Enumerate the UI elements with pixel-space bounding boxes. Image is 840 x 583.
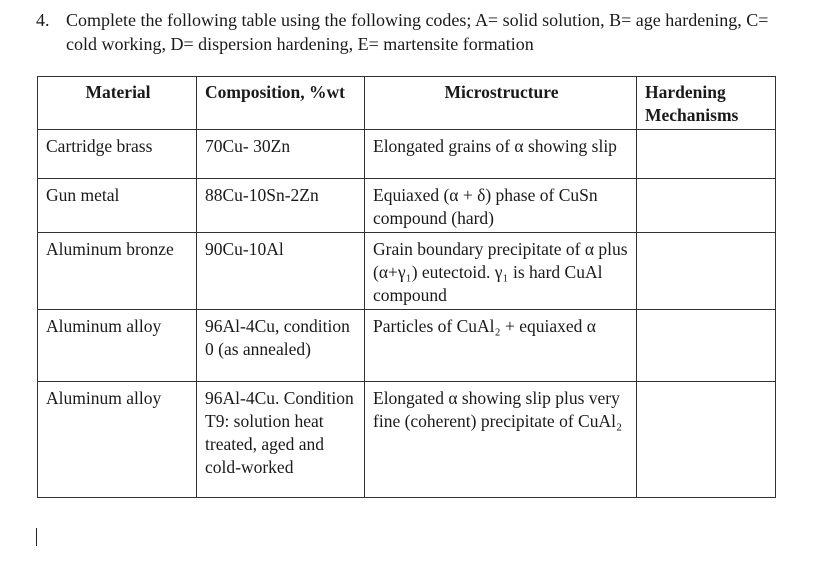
hardening-cell[interactable] — [637, 179, 776, 233]
table-row — [38, 310, 776, 382]
composition-cell: 96Al-4Cu. Condition T9: solution heat treated, aged and cold-worked — [197, 382, 365, 498]
table-header-row — [38, 77, 776, 130]
question — [36, 8, 796, 56]
composition-cell: 96Al-4Cu, condition 0 (as annealed) — [197, 310, 365, 382]
header-hardening: Hardening Mechanisms — [637, 77, 776, 130]
material-cell: Cartridge brass — [38, 130, 197, 179]
question-text: Complete the following table using the following codes; A= solid solution, B= age hardening, C= cold working, D= dispersion hardening, E= martensite formation — [66, 10, 769, 54]
composition-cell: 70Cu- 30Zn — [197, 130, 365, 179]
material-cell: Aluminum alloy — [38, 382, 197, 498]
material-cell: Gun metal — [38, 179, 197, 233]
material-cell: Aluminum bronze — [38, 233, 197, 310]
table-row — [38, 382, 776, 498]
hardening-cell[interactable] — [637, 382, 776, 498]
microstructure-cell: Elongated grains of α showing slip — [365, 130, 637, 179]
header-microstructure: Microstructure — [365, 77, 637, 130]
microstructure-cell: Elongated α showing slip plus very fine (coherent) precipitate of CuAl₂ — [365, 382, 637, 498]
microstructure-cell: Grain boundary precipitate of α plus (α+γ₁) eutectoid. γ₁ is hard CuAl compound — [365, 233, 637, 310]
table-row — [38, 233, 776, 310]
microstructure-cell: Particles of CuAl₂ + equiaxed α — [365, 310, 637, 382]
hardening-cell[interactable] — [637, 233, 776, 310]
header-material: Material — [38, 77, 197, 130]
composition-cell: 88Cu-10Sn-2Zn — [197, 179, 365, 233]
table-row — [38, 179, 776, 233]
material-cell: Aluminum alloy — [38, 310, 197, 382]
hardening-cell[interactable] — [637, 310, 776, 382]
hardening-table — [37, 76, 776, 498]
question-number: 4. — [36, 10, 50, 30]
header-composition: Composition, %wt — [197, 77, 365, 130]
composition-cell: 90Cu-10Al — [197, 233, 365, 310]
table-row — [38, 130, 776, 179]
hardening-cell[interactable] — [637, 130, 776, 179]
microstructure-cell: Equiaxed (α + δ) phase of CuSn compound (hard) — [365, 179, 637, 233]
text-cursor — [36, 528, 37, 546]
